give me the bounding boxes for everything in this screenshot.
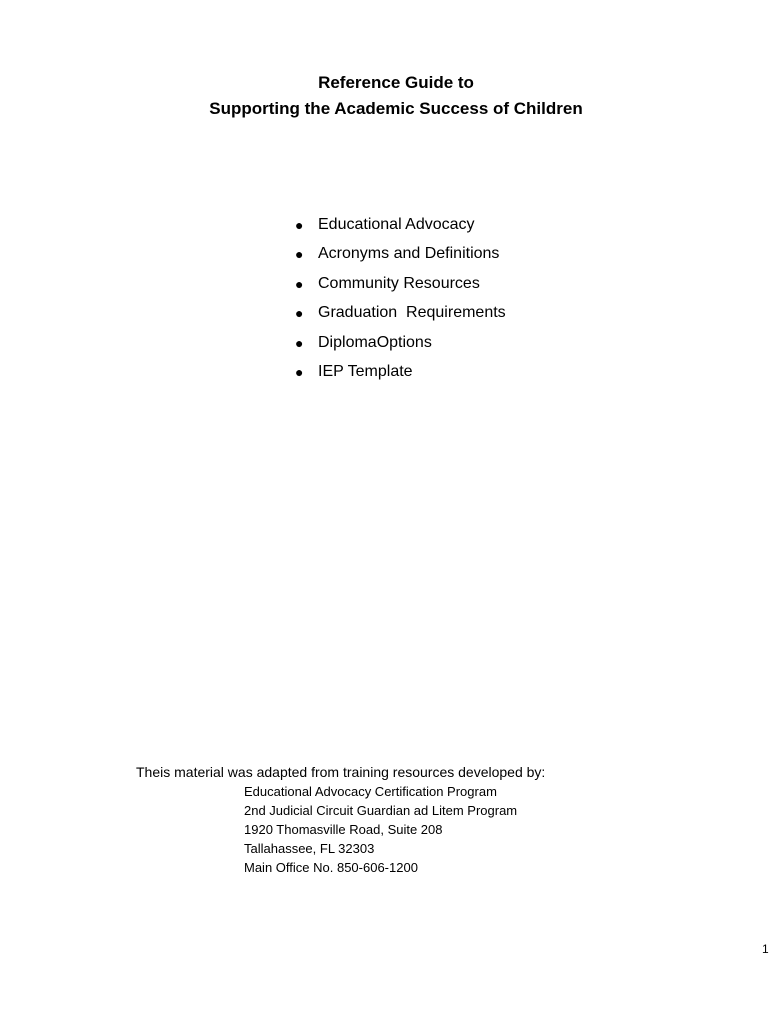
credits-section bbox=[136, 762, 545, 877]
list-item: ● Graduation Requirements bbox=[295, 299, 506, 329]
bullet-icon: ● bbox=[295, 216, 304, 233]
list-item: ● Educational Advocacy bbox=[295, 210, 506, 240]
credits-address-block bbox=[244, 782, 545, 877]
title-line-2: Supporting the Academic Success of Children bbox=[209, 99, 583, 118]
list-item: ● Acronyms and Definitions bbox=[295, 240, 506, 270]
list-item: ● Community Resources bbox=[295, 269, 506, 299]
list-item: ● DiplomaOptions bbox=[295, 328, 506, 358]
credits-line: 2nd Judicial Circuit Guardian ad Litem Program bbox=[244, 803, 518, 818]
bullet-icon: ● bbox=[295, 334, 304, 351]
credits-line: Tallahassee, FL 32303 bbox=[244, 841, 375, 856]
bullet-icon: ● bbox=[295, 246, 304, 263]
list-item: ● IEP Template bbox=[295, 358, 506, 388]
document-title bbox=[0, 70, 770, 122]
credits-line: Main Office No. 850-606-1200 bbox=[244, 860, 418, 875]
credits-line: 1920 Thomasville Road, Suite 208 bbox=[244, 822, 443, 837]
credits-intro: Theis material was adapted from training resources developed by: bbox=[136, 764, 546, 780]
topic-list bbox=[295, 210, 506, 387]
bullet-icon: ● bbox=[295, 364, 304, 381]
title-line-1: Reference Guide to bbox=[318, 73, 474, 92]
bullet-icon: ● bbox=[295, 275, 304, 292]
credits-line: Educational Advocacy Certification Program bbox=[244, 784, 497, 799]
page-number: 1 bbox=[762, 942, 769, 956]
bullet-icon: ● bbox=[295, 305, 304, 322]
